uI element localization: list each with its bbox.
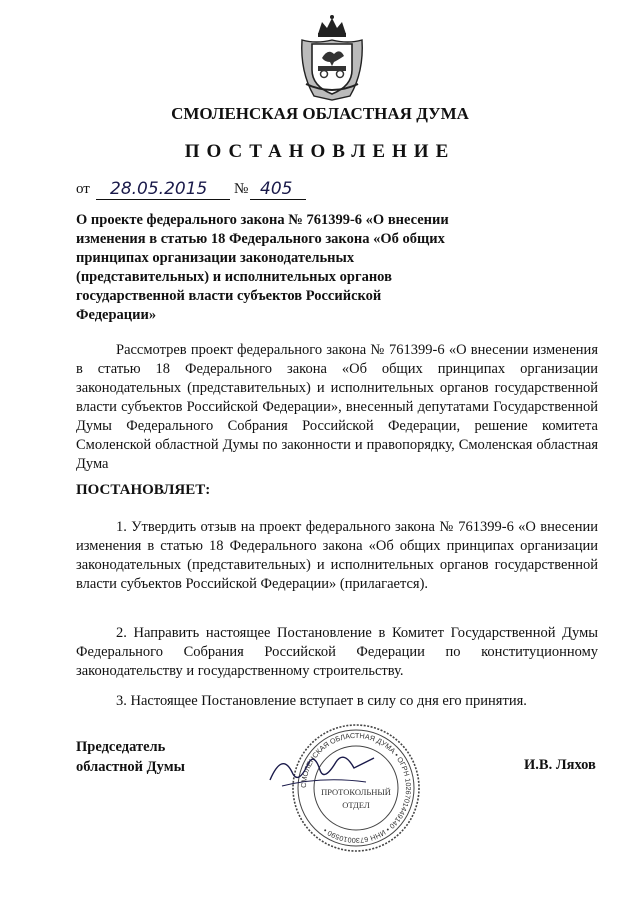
seal-ring-text: СМОЛЕНСКАЯ ОБЛАСТНАЯ ДУМА • ОГРН 1026701449140 • ИНН 6730010590 • xyxy=(298,730,414,846)
coat-of-arms-icon xyxy=(296,14,368,102)
date-number-line xyxy=(76,176,376,202)
signatory-position xyxy=(76,737,226,777)
signatory-name: И.В. Ляхов xyxy=(524,757,596,773)
preamble-paragraph: Рассмотрев проект федерального закона № 761399-6 «О внесении изменения в статью 18 Федерального закона «Об общих принципах организации законодательных (представительных) и исполнительных органов государственной власти субъектов Российской Федерации», внесенный депутатами Государственной Думы Федерального Собрания Российской Федерации, решение комитета Смоленской областной Думы по законности и правопорядку, Смоленская областная Дума xyxy=(76,342,598,472)
organization-title: СМОЛЕНСКАЯ ОБЛАСТНАЯ ДУМА xyxy=(171,104,469,123)
resolution-item-3: 3. Настоящее Постановление вступает в силу со дня его принятия. xyxy=(116,693,527,709)
seal-center-line-2: ОТДЕЛ xyxy=(342,800,370,810)
document-type-heading: ПОСТАНОВЛЕНИЕ xyxy=(184,141,456,162)
date-prefix: от xyxy=(76,181,90,197)
document-subject: О проекте федерального закона № 761399-6 «О внесении изменения в статью 18 Федерального закона «Об общих принципах организации законодательных (представительных) и исполнительных органов государственной власти субъектов Российской Федерации» xyxy=(76,212,449,323)
seal-center-line-1: ПРОТОКОЛЬНЫЙ xyxy=(321,787,391,797)
handwritten-signature-icon xyxy=(262,742,382,797)
number-value: 405 xyxy=(260,179,293,199)
resolution-item-2: 2. Направить настоящее Постановление в Комитет Государственной Думы Федерального Собрания Российской Федерации по конституционному законодательству и государственному строительству. xyxy=(76,625,598,679)
number-prefix: № xyxy=(234,181,249,197)
resolves-heading: ПОСТАНОВЛЯЕТ: xyxy=(76,482,211,498)
resolution-item-1: 1. Утвердить отзыв на проект федерального закона № 761399-6 «О внесении изменения в статью 18 Федерального закона «Об общих принципах организации законодательных (представительных) и исполнительных органов государственной власти субъектов Российской Федерации» (прилагается). xyxy=(76,519,598,592)
position-line-1: Председатель xyxy=(76,739,166,755)
date-value: 28.05.2015 xyxy=(110,179,208,199)
position-line-2: областной Думы xyxy=(76,759,185,775)
